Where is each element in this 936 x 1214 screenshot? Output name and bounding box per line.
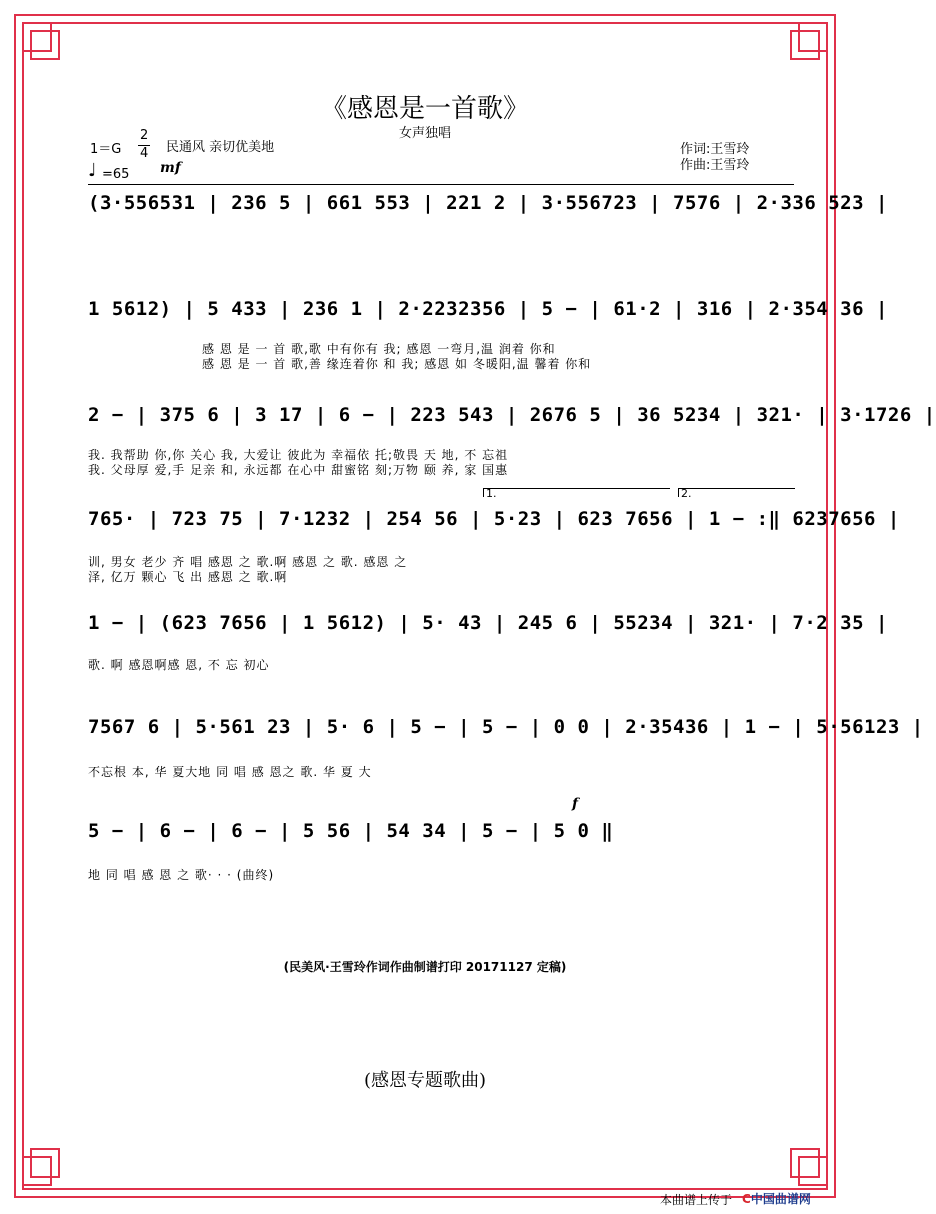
tempo-style: 民通风 亲切优美地 (166, 140, 275, 155)
upload-note: 本曲谱上传于 (660, 1193, 733, 1207)
quarter-note-icon: ♩ (88, 160, 97, 181)
time-signature-bottom: 4 (140, 146, 149, 161)
series-label: (感恩专题歌曲) (363, 1070, 487, 1091)
frame-corner-bottom-left (22, 1142, 66, 1186)
lyric-line-7: 地 同 唱 感 恩 之 歌· · · (曲终) (88, 868, 275, 882)
frame-corner-top-right (784, 22, 828, 66)
lyric-line-5: 歌. 啊 感恩啊感 恩, 不 忘 初心 (88, 658, 270, 672)
score-line-7: 5 − | 6 − | 6 − | 5 56 | 54 34 | 5 − | 5 0 ‖ (88, 820, 614, 842)
ending-1-label: 1. (486, 487, 497, 500)
lyric-line-2-verse-1: 感 恩 是 一 首 歌,歌 中有你有 我; 感恩 一弯月,温 润着 你和 (202, 342, 556, 356)
dynamic-f: f (572, 796, 579, 812)
composer: 作曲:王雪玲 (680, 158, 750, 173)
song-subtitle: 女声独唱 (398, 126, 451, 141)
site-logo[interactable] (742, 1190, 811, 1207)
score-line-4: 765· | 723 75 | 7·1232 | 254 56 | 5·23 | 623 7656 | 1 − :‖ 6237656 | (88, 508, 900, 530)
song-title: 《感恩是一首歌》 (320, 94, 529, 124)
lyric-line-4-verse-1: 训, 男女 老少 齐 唱 感恩 之 歌.啊 感恩 之 歌. 感恩 之 (88, 555, 408, 569)
key-signature: 1＝G (90, 142, 122, 157)
ending-1-bracket (483, 488, 670, 497)
score-line-1: (3·556531 | 236 5 | 661 553 | 221 2 | 3·556723 | 7576 | 2·336 523 | (88, 192, 888, 214)
lyric-line-3-verse-1: 我. 我帮助 你,你 关心 我, 大爱让 彼此为 幸福依 托;敬畏 天 地, 不 忘祖 (88, 448, 509, 462)
lyric-line-6: 不忘根 本, 华 夏大地 同 唱 感 恩之 歌. 华 夏 大 (88, 765, 372, 779)
ending-2-bracket (678, 488, 795, 497)
site-logo-mark-icon: C (742, 1192, 751, 1206)
header-rule (88, 184, 794, 185)
score-line-6: 7567 6 | 5·561 23 | 5· 6 | 5 − | 5 − | 0 0 | 2·35436 | 1 − | 5·56123 | (88, 716, 924, 738)
score-line-2: 1 5612) | 5 433 | 236 1 | 2·2232356 | 5 − | 61·2 | 316 | 2·354 36 | (88, 298, 888, 320)
score-credit: (民美风·王雪玲作词作曲制谱打印 20171127 定稿) (283, 960, 567, 974)
time-signature-top: 2 (140, 128, 149, 143)
dynamic-mf: mf (160, 160, 181, 176)
lyric-line-3-verse-2: 我. 父母厚 爱,手 足亲 和, 永远都 在心中 甜蜜铭 刻;万物 颐 养, 家 国惠 (88, 463, 509, 477)
score-line-5: 1 − | (623 7656 | 1 5612) | 5· 43 | 245 6 | 55234 | 321· | 7·2 35 | (88, 612, 888, 634)
frame-corner-bottom-right (784, 1142, 828, 1186)
ending-2-label: 2. (681, 487, 692, 500)
frame-corner-top-left (22, 22, 66, 66)
lyric-line-2-verse-2: 感 恩 是 一 首 歌,善 缘连着你 和 我; 感恩 如 冬暖阳,温 馨着 你和 (202, 357, 592, 371)
score-line-3: 2 − | 375 6 | 3 17 | 6 − | 223 543 | 2676 5 | 36 5234 | 321· | 3·1726 | (88, 404, 936, 426)
lyric-line-4-verse-2: 泽, 亿万 颗心 飞 出 感恩 之 歌.啊 (88, 570, 288, 584)
tempo-mark: =65 (102, 167, 130, 182)
site-logo-name: 中国曲谱网 (750, 1192, 811, 1206)
lyricist: 作词:王雪玲 (680, 142, 750, 157)
